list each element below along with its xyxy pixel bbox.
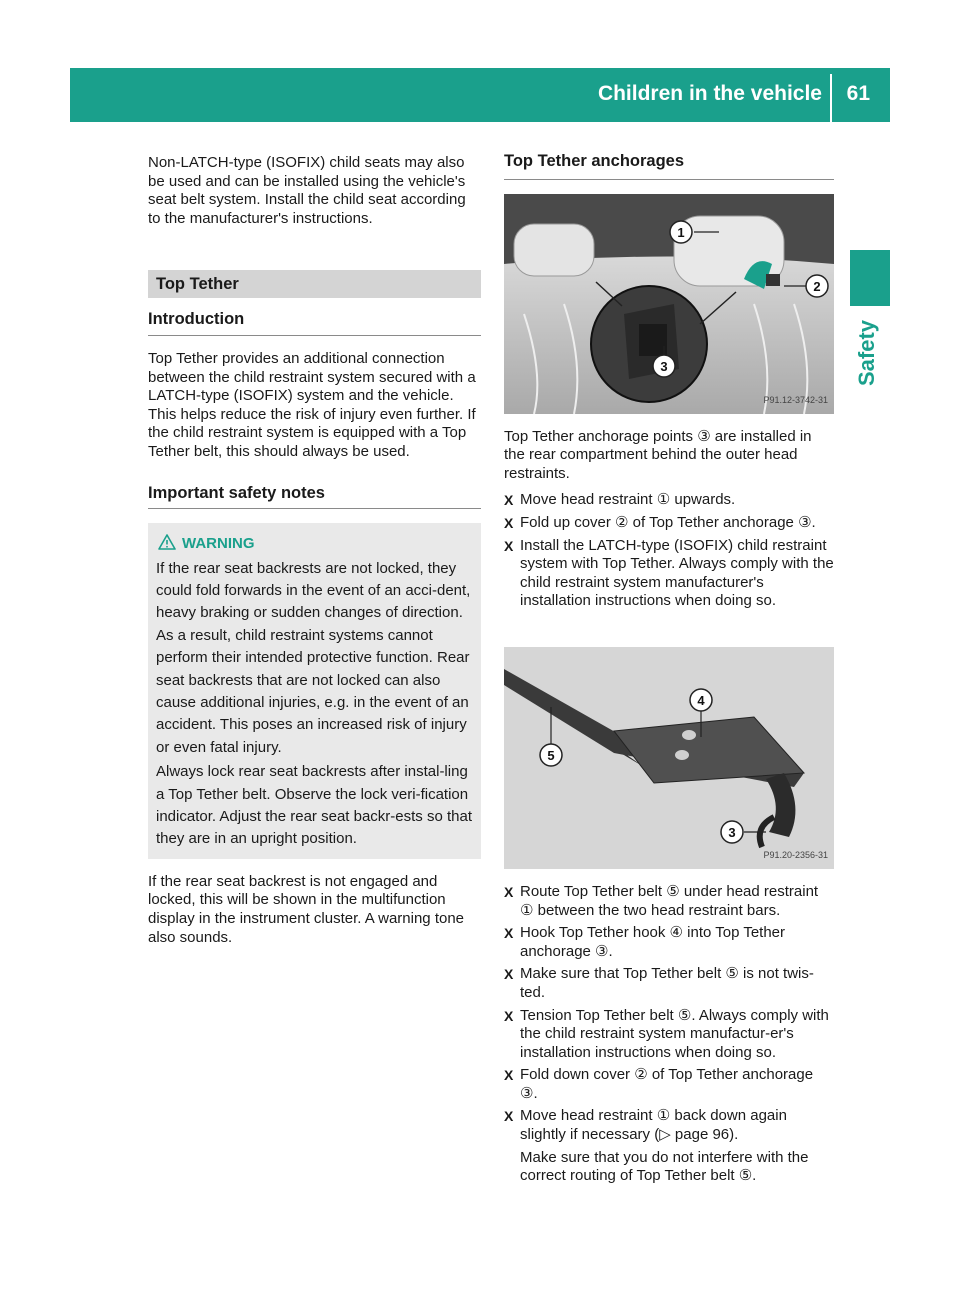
callout-2	[806, 275, 828, 297]
page-number: 61	[846, 82, 870, 105]
svg-text:1: 1	[677, 224, 685, 240]
tether-belt-illustration	[504, 647, 834, 869]
anchorage-caption: Top Tether anchorage points ③ are installed in the rear compartment behind the outer head restraints.	[504, 427, 812, 482]
warning-paragraph-1: If the rear seat backrests are not locked, they could fold forwards in the event of an acci-dent, heavy braking or sudden changes of direction. As a result, child restraint systems cannot perform their intended protective function. Rear seat backrests that are not locked can also cause additional injuries, e.g. in the event of an accident. This poses an increased risk of injury or even fatal injury.	[156, 559, 471, 756]
safety-notes-heading: Important safety notes	[148, 484, 481, 510]
step-item: X Hook Top Tether hook ④ into Top Tether anchorage ③.	[504, 924, 834, 961]
after-warning-paragraph: If the rear seat backrest is not engaged and locked, this will be shown in the multifunction display in the instrument cluster. A warning tone also sounds.	[148, 872, 465, 946]
left-column	[148, 154, 481, 947]
steps-list-1	[504, 491, 834, 611]
side-tab-marker	[850, 250, 890, 306]
intro-paragraph: Non-LATCH-type (ISOFIX) child seats may also be used and can be installed using the vehicle's seat belt system. Install the child seat according to the manufacturer's instructions.	[148, 154, 466, 227]
svg-text:5: 5	[547, 747, 555, 763]
callout-3b	[721, 821, 743, 843]
step-item: X Install the LATCH-type (ISOFIX) child restraint system with Top Tether. Always comply with the child restraint system manufacturer's installation instructions when doing so.	[504, 537, 834, 611]
anchorages-heading: Top Tether anchorages	[504, 152, 834, 180]
header-divider	[830, 74, 832, 122]
final-note: Make sure that you do not interfere with the correct routing of Top Tether belt ⑤.	[520, 1148, 809, 1185]
rear-seat-illustration	[504, 194, 834, 414]
step-item: X Fold down cover ② of Top Tether anchorage ③.	[504, 1066, 834, 1103]
figure-2-code: P91.20-2356-31	[763, 850, 828, 861]
side-tab-label	[852, 312, 892, 392]
warning-box	[148, 523, 481, 859]
callout-5	[540, 744, 562, 766]
step-item: X Fold up cover ② of Top Tether anchorage ③.	[504, 514, 834, 533]
side-tab-text: Safety	[854, 319, 880, 387]
callout-1	[670, 221, 692, 243]
warning-triangle-icon	[158, 534, 176, 550]
figure-top-tether-anchorages	[504, 194, 834, 414]
svg-text:2: 2	[813, 278, 821, 294]
step-item: X Move head restraint ① upwards.	[504, 491, 834, 510]
figure-1-code: P91.12-3742-31	[763, 395, 828, 405]
svg-text:4: 4	[697, 692, 705, 708]
right-column	[504, 154, 834, 1186]
svg-text:3: 3	[728, 824, 736, 840]
steps-list-2	[504, 883, 834, 1145]
chapter-title: Children in the vehicle	[597, 82, 822, 105]
introduction-heading: Introduction	[148, 310, 481, 336]
callout-3	[653, 355, 675, 377]
step-item: X Route Top Tether belt ⑤ under head restraint ① between the two head restraint bars.	[504, 883, 834, 920]
warning-title	[156, 533, 475, 555]
callout-4	[690, 689, 712, 711]
warning-paragraph-2: Always lock rear seat backrests after instal-ling a Top Tether belt. Observe the lock veri-fication indicator. Adjust the rear seat backr-ests so that they are in an upright position.	[156, 763, 472, 848]
header-bar	[70, 68, 890, 122]
warning-title-text: WARNING	[182, 535, 255, 553]
svg-text:3: 3	[660, 358, 668, 374]
top-tether-heading: Top Tether	[148, 270, 481, 298]
figure-top-tether-belt	[504, 647, 834, 869]
step-item: X Move head restraint ① back down again slightly if necessary (▷ page 96).	[504, 1107, 834, 1144]
step-item: X Tension Top Tether belt ⑤. Always comply with the child restraint system manufactur-er's installation instructions when doing so.	[504, 1007, 834, 1063]
introduction-paragraph: Top Tether provides an additional connection between the child restraint system secured with a LATCH-type (ISOFIX) system and the vehicle. This helps reduce the risk of injury even further. If the child restraint system is equipped with a Top Tether belt, this should always be used.	[148, 349, 476, 460]
step-item: X Make sure that Top Tether belt ⑤ is not twis-ted.	[504, 965, 834, 1002]
